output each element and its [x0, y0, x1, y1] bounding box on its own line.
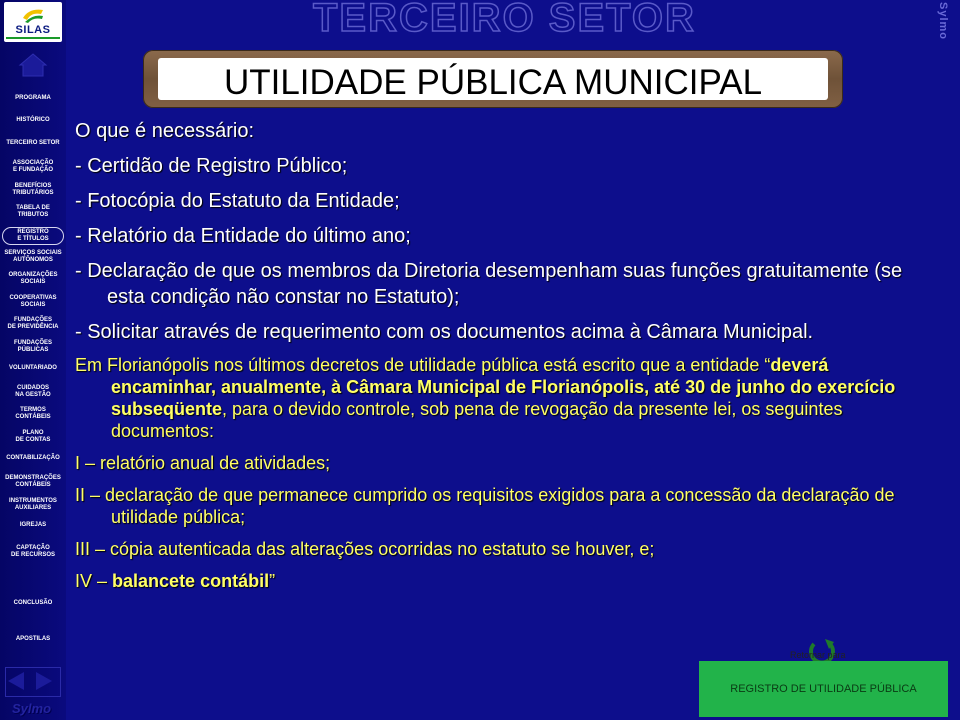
sidebar-item[interactable]: APOSTILAS [15, 636, 51, 642]
document-item-4 [75, 570, 935, 592]
main-content [75, 118, 935, 602]
logo-text: SILAS [15, 24, 51, 36]
return-link-label: REGISTRO DE UTILIDADE PÚBLICA [730, 683, 917, 695]
sidebar-item[interactable]: CAPTAÇÃO DE RECURSOS [10, 545, 55, 558]
sidebar-item[interactable]: ORGANIZAÇÕES SOCIAIS [8, 272, 58, 285]
sidebar-item[interactable]: CONTABILIZAÇÃO [6, 455, 60, 461]
sidebar-item[interactable]: INSTRUMENTOS AUXILIARES [9, 498, 57, 511]
decree-paragraph [75, 354, 935, 442]
sidebar-item[interactable]: PLANO DE CONTAS [15, 430, 51, 443]
return-link-button[interactable] [699, 661, 948, 717]
sidebar-item[interactable]: FUNDAÇÕES DE PREVIDÊNCIA [7, 317, 59, 330]
logo-underline [6, 37, 60, 39]
sidebar-item[interactable]: IGREJAS [19, 522, 47, 528]
decree-prefix: Em Florianópolis nos últimos decretos de utilidade pública está escrito que a entidade “ [75, 355, 771, 375]
brand-bottom: Sylmo [12, 701, 52, 716]
sidebar-item[interactable]: TERCEIRO SETOR [6, 140, 60, 146]
return-caption: Retornar para [790, 650, 846, 660]
document-item-4-suffix: ” [269, 571, 276, 591]
sidebar-item[interactable]: PROGRAMA [15, 95, 51, 101]
sidebar-item[interactable]: SERVIÇOS SOCIAIS AUTÔNOMOS [4, 250, 62, 263]
document-item-4-prefix: IV – [75, 571, 113, 591]
banner-title: TERCEIRO SETOR [313, 0, 696, 40]
sidebar-item[interactable]: DEMONSTRAÇÕES CONTÁBEIS [5, 475, 61, 488]
sidebar-item[interactable]: HISTÓRICO [16, 117, 50, 123]
logo-mark-icon [21, 6, 45, 24]
sidebar-item[interactable]: CONCLUSÃO [13, 600, 53, 606]
sidebar-item[interactable]: FUNDAÇÕES PÚBLICAS [13, 340, 52, 353]
sidebar-item[interactable]: REGISTRO E TÍTULOS [2, 227, 64, 245]
title-plaque [143, 50, 843, 108]
sidebar-item[interactable]: COOPERATIVAS SOCIAIS [9, 295, 57, 308]
requirement-item: - Declaração de que os membros da Diretoria desempenham suas funções gratuitamente (se esta condição não constar no Estatuto); [75, 260, 903, 308]
next-arrow-icon[interactable] [36, 672, 52, 690]
sidebar [0, 0, 66, 720]
sidebar-item[interactable]: ASSOCIAÇÃO E FUNDAÇÃO [12, 160, 54, 173]
decree-suffix: , para o devido controle, sob pena de revogação da presente lei, os seguintes documentos: [111, 399, 843, 441]
document-item-3: III – cópia autenticada das alterações ocorridas no estatuto se houver, e; [75, 539, 655, 559]
document-item-1: I – relatório anual de atividades; [75, 453, 331, 473]
sidebar-item[interactable]: CUIDADOS NA GESTÃO [15, 385, 51, 398]
requirement-item: - Certidão de Registro Público; [75, 155, 348, 177]
requirement-item: - Relatório da Entidade do último ano; [75, 225, 411, 247]
title-plaque-inner [158, 58, 828, 100]
sidebar-item[interactable]: VOLUNTARIADO [9, 365, 57, 371]
requirement-item: - Solicitar através de requerimento com os documentos acima à Câmara Municipal. [75, 321, 814, 343]
home-icon[interactable] [18, 52, 48, 78]
silas-logo [4, 2, 62, 42]
document-item-4-bold: balancete contábil [112, 571, 270, 591]
document-item-2: II – declaração de que permanece cumprido os requisitos exigidos para a concessão da declaração de utilidade pública; [75, 485, 895, 527]
requirement-item: - Fotocópia do Estatuto da Entidade; [75, 190, 400, 212]
sidebar-item[interactable]: TABELA DE TRIBUTOS [16, 205, 50, 218]
previous-arrow-icon[interactable] [8, 672, 24, 690]
decree-bold: deverá encaminhar, anualmente, à Câmara Municipal de Florianópolis, até 30 de junho do exercício subseqüente [111, 355, 896, 419]
sidebar-item[interactable]: TERMOS CONTÁBEIS [15, 407, 51, 420]
brand-top: Sylmo [937, 2, 949, 41]
intro-text: O que é necessário: [75, 120, 254, 142]
page-title: UTILIDADE PÚBLICA MUNICIPAL [223, 63, 763, 102]
sidebar-item[interactable]: BENEFÍCIOS TRIBUTÁRIOS [12, 183, 54, 196]
